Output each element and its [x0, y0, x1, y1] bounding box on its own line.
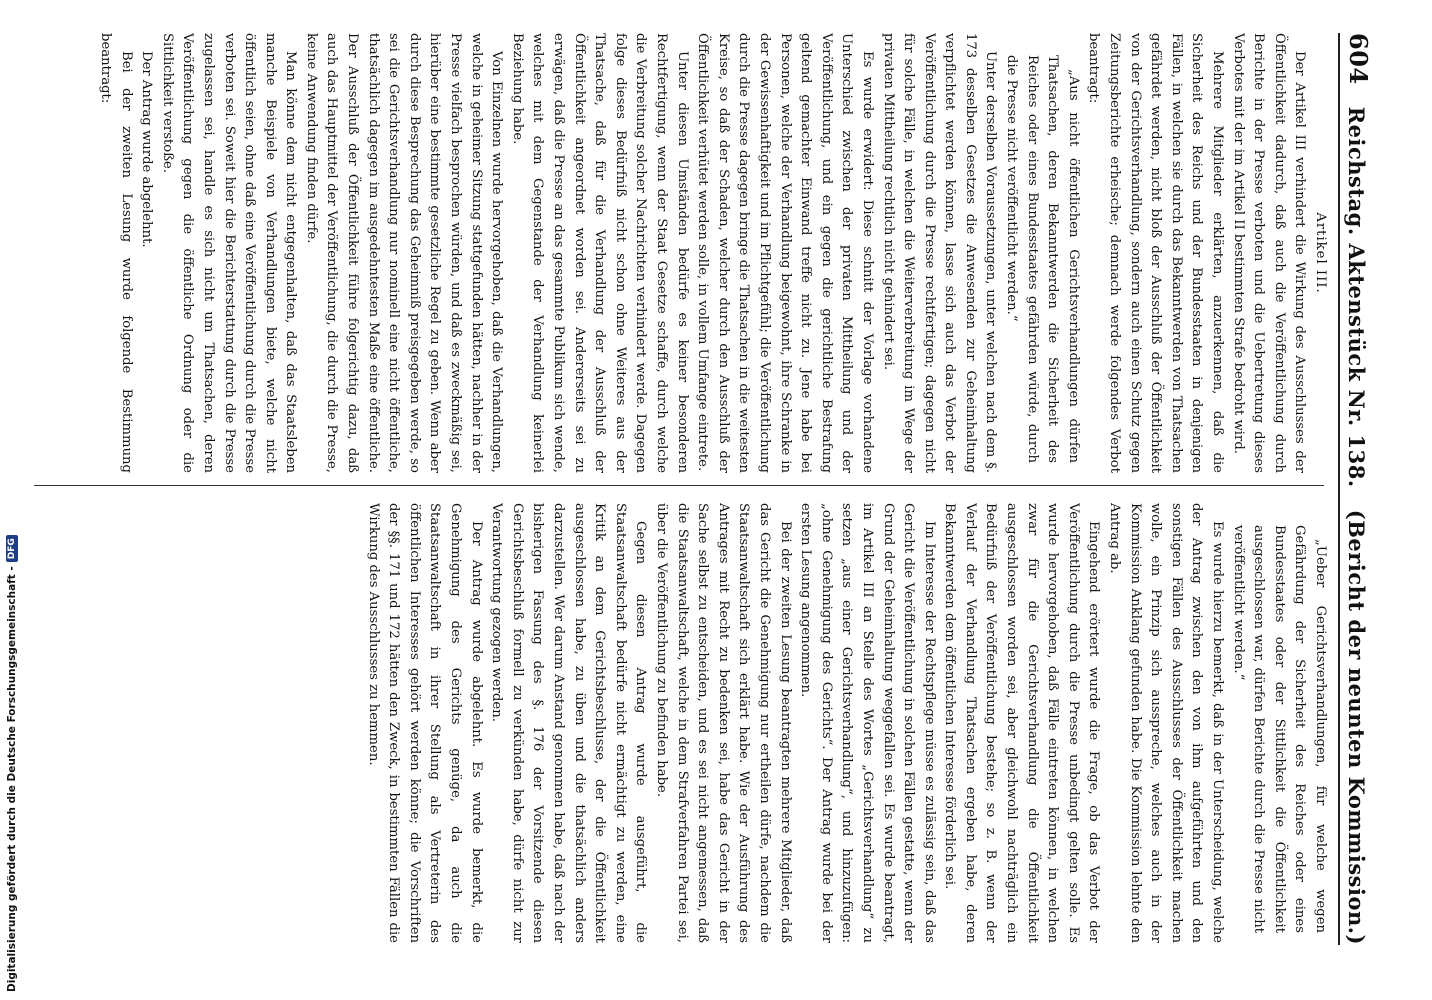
digitization-credit — [0, 0, 24, 1000]
paragraph: Gegen diesen Antrag wurde ausgeführt, die Staatsanwaltschaft bedürfe nicht ermächtigt zu werden, eine Kritik an dem Gerichtsbeschlusse, der die Öffentlichkeit ausgeschlossen habe, zu üben und die thatsächlich anders darzustellen. Wer darum Anstand genommen habe, daß nach der bisherigen Fassung des §. 176 der Vorsitzende diesen Gerichtsbeschluß formell zu verkünden habe, dürfe nicht zur Verantwortung gezogen werden. — [489, 503, 649, 943]
header-subtitle: (Bericht der neunten Kommission.) — [1344, 509, 1369, 945]
header-rule — [1338, 33, 1340, 945]
paragraph: Bei der zweiten Lesung wurde folgende Bestimmung beantragt: — [97, 33, 134, 473]
running-header — [1344, 33, 1406, 945]
dfg-logo: DFG — [6, 535, 18, 562]
paragraph: Unter derselben Voraussetzungen, unter welchen nach dem §. 173 desselben Gesetzes die Anwesenden zur Geheimhaltung verpflichtet werden können, lasse sich auch das Verbot der Veröffentlichung durch die Presse rechtfertigen; dagegen nicht für solche Fälle, in welchen die Weiterverbreitung im Wege der privaten Mittheilung rechtlich nicht gehindert sei. — [880, 33, 999, 473]
paragraph: Bei der zweiten Lesung beantragten mehrere Mitglieder, daß das Gericht die Genehmigung nur ertheilen dürfe, nachdem die Staatsanwaltschaft sich erklärt habe. Wie der Ausführung des Antrages mit Recht zu bedenken sei, habe das Gericht in der Sache selbst zu entscheiden, und es sei nicht angemessen, daß die Staatsanwaltschaft, welche in dem Strafverfahren Partei sei, über die Veröffentlichung zu befinden habe. — [654, 503, 793, 943]
paragraph: Man könne dem nicht entgegenhalten, daß das Staatsleben manche Beispiele von Verhandlungen biete, welche nicht öffentlich seien, ohne daß eine Veröffentlichung durch die Presse verboten sei. Soweit hier die Berichterstattung durch die Presse zugelassen sei, handle es sich nicht um Thatsachen, deren Veröffentlichung gegen die öffentliche Ordnung oder die Sittlichkeit verstoße. — [159, 33, 299, 473]
quoted-provision: „Aus nicht öffentlichen Gerichtsverhandlungen dürfen Thatsachen, deren Bekanntwerden die Sicherheit des Reiches oder eines Bundesstaates gefährden würde, durch die Presse nicht veröffentlicht werden.“ — [1004, 55, 1081, 463]
paragraph: Eingehend erörtert wurde die Frage, ob das Verbot der Veröffentlichung durch die Presse unbedingt gelten solle. Es wurde hervorgehoben, daß Fälle eintreten können, in welchen zwar für die Gerichtsverhandlung die Öffentlichkeit ausgeschlossen worden sei, aber gleichwohl nachträglich ein Bedürfniß der Veröffentlichung bestehe; so z. B. wenn der Verlauf der Verhandlung Thatsachen ergeben habe, deren Bekanntwerden dem öffentlichen Interesse förderlich sei. — [942, 503, 1102, 943]
paragraph: Unter diesen Umständen bedürfe es keiner besonderen Rechtfertigung, wenn der Staat Gesetze schaffe, durch welche die Verbreitung solcher Nachrichten verhindert werde. Dagegen folge dieses Bedürfniß nicht schon ohne Weiteres aus der Thatsache, daß für die Verhandlung der Ausschluß der Öffentlichkeit angeordnet worden sei. Andererseits sei zu erwägen, daß die Presse an das gesammte Publikum sich wende, welches mit dem Gegenstande der Verhandlung keinerlei Beziehung habe. — [509, 33, 690, 473]
header-title: Reichstag. Aktenstück Nr. 138. — [1344, 106, 1369, 488]
paragraph: Der Artikel III verhindert die Wirkung des Ausschlusses der Öffentlichkeit dadurch, daß auch die Veröffentlichung durch Berichte in der Presse verboten und die Uebertretung dieses Verbotes mit der im Artikel II bestimmten Strafe bedroht wird. — [1230, 33, 1308, 473]
paragraph: Es wurde hierzu bemerkt, daß in der Unterscheidung, welche der Antrag zwischen den von ihm aufgeführten und den sonstigen Fällen des Ausschlusses der Öffentlichkeit machen wolle, ein Prinzip sich ausspreche, welches auch in der Kommission Anklang gefunden habe. Die Kommission lehnte den Antrag ab. — [1107, 503, 1226, 943]
paragraph: Mehrere Mitglieder erklärten, anzuerkennen, daß die Sicherheit des Reichs und der Bundesstaaten in denjenigen Fällen, in welchen sie durch das Bekanntwerden von Thatsachen gefährdet werden, nicht bloß der Ausschluß der Öffentlichkeit von der Gerichtsverhandlung, sondern auch einen Schutz gegen Zeitungsberichte erheische; demnach werde folgendes Verbot beantragt: — [1086, 33, 1226, 473]
paragraph: Im Interesse der Rechtspflege müsse es zulässig sein, daß das Gericht die Veröffentlichung in solchen Fällen gestatte, wenn der Grund der Geheimhaltung weggefallen sei. Es wurde beantragt, im Artikel III an Stelle des Wortes „Gerichtsverhandlung“ zu setzen „aus einer Gerichtsverhandlung“, und hinzuzufügen: „ohne Genehmigung des Gerichts“. Der Antrag wurde bei der ersten Lesung angenommen. — [798, 503, 937, 943]
paragraph: Es wurde erwidert: Diese schnitt der Vorlage vorhandene Unterschied zwischen der privaten Mittheilung und der Veröffentlichung, und ein gegen die gerichtliche Bestrafung geltend gemachter Einwand treffe nicht zu. Jene habe bei Personen, welche der Verhandlung beigewohnt, ihre Schranke in der Gewissenhaftigkeit und im Pflichtgefühl; die Veröffentlichung durch die Presse dagegen bringe die Thatsachen in die weitesten Kreise, so daß der Schaden, welcher durch den Ausschluß der Öffentlichkeit verhütet werden solle, in vollem Umfange eintrete. — [695, 33, 875, 473]
column-divider — [34, 485, 1324, 486]
paragraph: Der Antrag wurde abgelehnt. — [139, 51, 155, 248]
document-page — [16, 15, 1416, 975]
paragraph: Der Antrag wurde abgelehnt. Es wurde bemerkt, die Genehmigung des Gerichts genüge, da auch die Staatsanwaltschaft in ihrer Stellung als Vertreterin des öffentlichen Interesses gehört werden könne; die Vorschriften der §§. 171 und 172 hätten den Zweck, in bestimmten Fällen die Wirkung des Ausschlusses zu hemmen. — [365, 503, 484, 943]
credit-text: Digitalisierung gefördert durch die Deutsche Forschungsgemeinschaft - — [6, 566, 18, 992]
page-number: 604 — [1344, 33, 1373, 85]
section-heading: Artikel III. — [1313, 212, 1328, 294]
right-column — [30, 503, 1330, 943]
left-column — [30, 33, 1330, 473]
paragraph: Von Einzelnen wurde hervorgehoben, daß die Verhandlungen, welche in geheimer Sitzung stattgefunden hätten, nachher in der Presse vielfach besprochen würden, und daß es zweckmäßig sei, hierüber eine bestimmte gesetzliche Regel zu geben. Wenn aber durch diese Besprechung das Geheimniß preisgegeben werde, so sei die Gerichtsverhandlung nur nominell eine nicht öffentliche, thatsächlich dagegen im ausgedehntesten Maße eine öffentliche. Der Ausschluß der Öffentlichkeit führe folgerichtig dazu, daß auch das Hauptmittel der Veröffentlichung, die durch die Presse, keine Anwendung finden dürfe. — [303, 33, 505, 473]
quoted-provision: „Ueber Gerichtsverhandlungen, für welche wegen Gefährdung der Sicherheit des Reiches oder eines Bundesstaates oder der Sittlichkeit die Öffentlichkeit ausgeschlossen war, dürfen Berichte durch die Presse nicht veröffentlicht werden.“ — [1230, 525, 1328, 933]
